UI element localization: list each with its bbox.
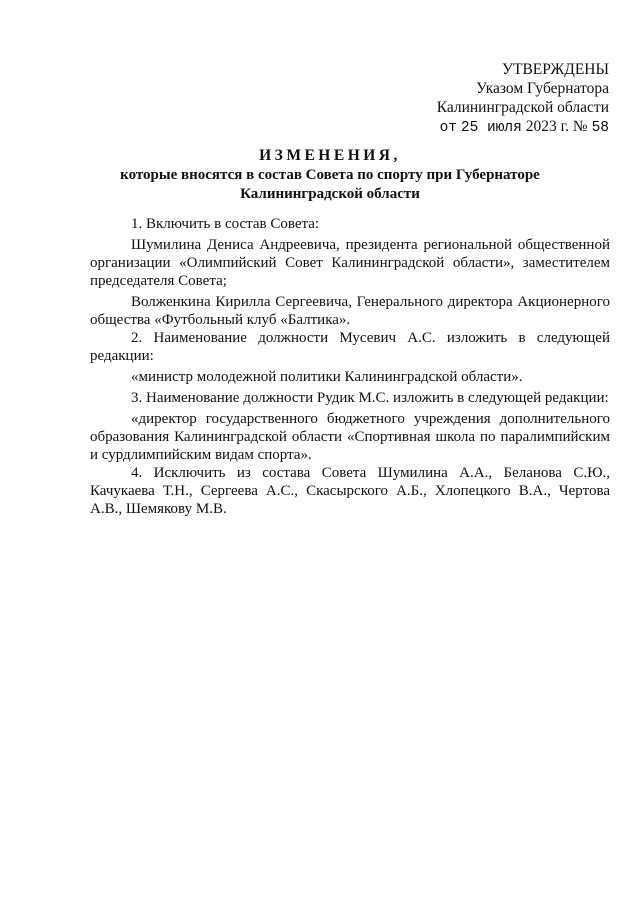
item-1: 1. Включить в состав Совета:	[131, 216, 320, 232]
date-handwritten: 25 июля	[460, 120, 522, 136]
title-subtitle-line2: Калининградской области	[240, 186, 420, 202]
title-subtitle-line1: которые вносятся в состав Совета по спорту при Губернаторе	[120, 167, 540, 183]
item-3: 3. Наименование должности Рудик М.С. изложить в следующей редакции:	[131, 390, 609, 406]
item-1-person-2: Волженкина Кирилла Сергеевича, Генерального директора Акционерного общества «Футбольный клуб «Балтика».	[90, 294, 610, 328]
item-2-text: «министр молодежной политики Калининградской области».	[131, 369, 523, 385]
date-prefix: от	[439, 120, 458, 136]
approval-decree: Указом Губернатора	[476, 80, 609, 97]
approval-stamp	[437, 60, 609, 138]
document-title	[80, 146, 580, 204]
date-year: 2023 г.	[525, 118, 570, 135]
approval-region: Калининградской области	[436, 99, 609, 116]
approval-date-line	[437, 117, 609, 138]
number-value: 58	[591, 120, 609, 136]
item-1-person-1: Шумилина Дениса Андреевича, президента региональной общественной организации «Олимпийский Совет Калининградской области», заместителем председателя Совета;	[90, 237, 610, 289]
title-heading: ИЗМЕНЕНИЯ,	[259, 147, 401, 164]
number-label: №	[572, 118, 588, 135]
document-body	[90, 215, 610, 518]
approval-heading: УТВЕРЖДЕНЫ	[502, 61, 609, 78]
item-3-text: «директор государственного бюджетного учреждения дополнительного образования Калининградской области «Спортивная школа по паралимпийским и сурдлимпийским видам спорта».	[90, 411, 610, 463]
item-4: 4. Исключить из состава Совета Шумилина А.А., Беланова С.Ю., Качукаева Т.Н., Сергеева А.С., Скасырского А.Б., Хлопецкого В.А., Чертова А.В., Шемякову М.В.	[90, 465, 610, 517]
item-2: 2. Наименование должности Мусевич А.С. изложить в следующей редакции:	[90, 330, 610, 364]
